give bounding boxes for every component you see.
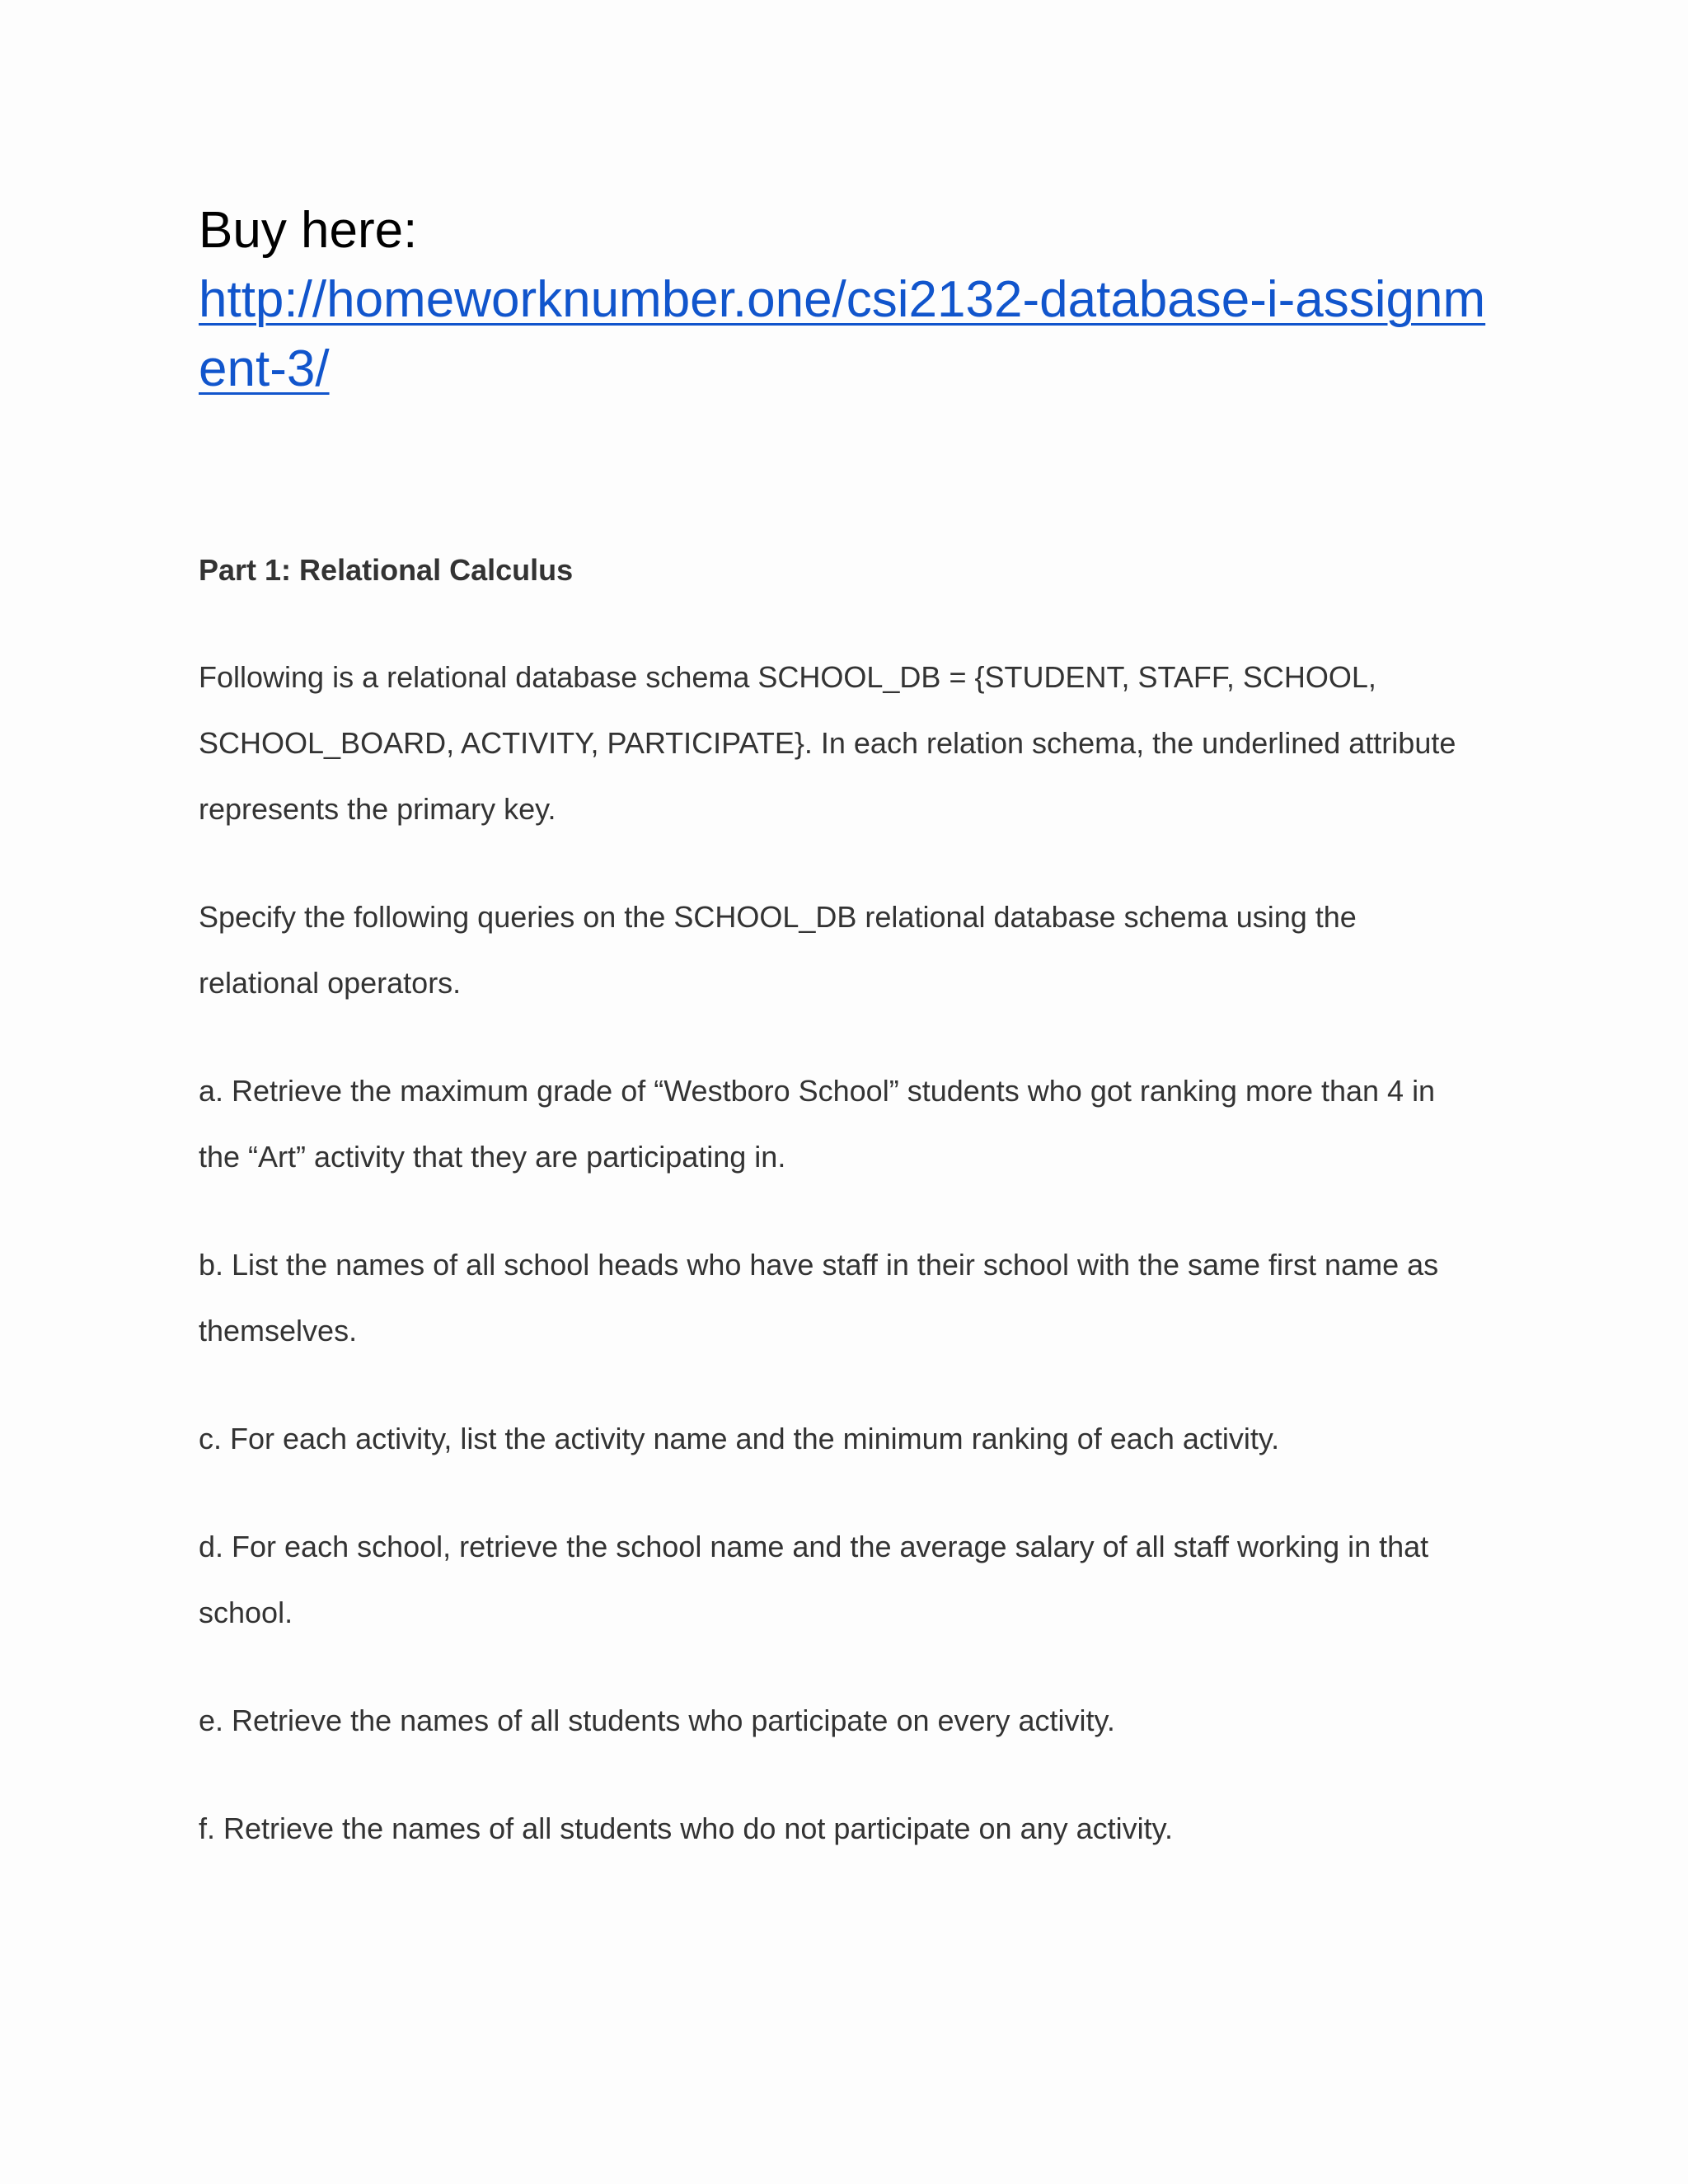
question-c: c. For each activity, list the activity name and the minimum ranking of each activity.	[199, 1422, 1280, 1455]
question-f: f. Retrieve the names of all students who do not participate on any activity.	[199, 1811, 1173, 1845]
question-d: d. For each school, retrieve the school name and the average salary of all staff working in that school.	[199, 1530, 1429, 1629]
question-b: b. List the names of all school heads who have staff in their school with the same first name as themselves.	[199, 1248, 1439, 1347]
buy-link[interactable]: http://homeworknumber.one/csi2132-database-i-assignment-3/	[199, 271, 1486, 397]
question-a: a. Retrieve the maximum grade of “Westboro School” students who got ranking more than 4 in the “Art” activity that they are participating in.	[199, 1074, 1436, 1174]
schema-paragraph: Following is a relational database schema SCHOOL_DB = {STUDENT, STAFF, SCHOOL, SCHOOL_BOARD, ACTIVITY, PARTICIPATE}. In each relation schema, the underlined attribute represents the primary key.	[199, 660, 1456, 826]
instruction-paragraph: Specify the following queries on the SCHOOL_DB relational database schema using the relational operators.	[199, 900, 1357, 1000]
buy-heading	[199, 196, 1501, 404]
buy-label: Buy here:	[199, 202, 418, 259]
section-title: Part 1: Relational Calculus	[199, 553, 574, 587]
question-e: e. Retrieve the names of all students who participate on every activity.	[199, 1704, 1115, 1737]
